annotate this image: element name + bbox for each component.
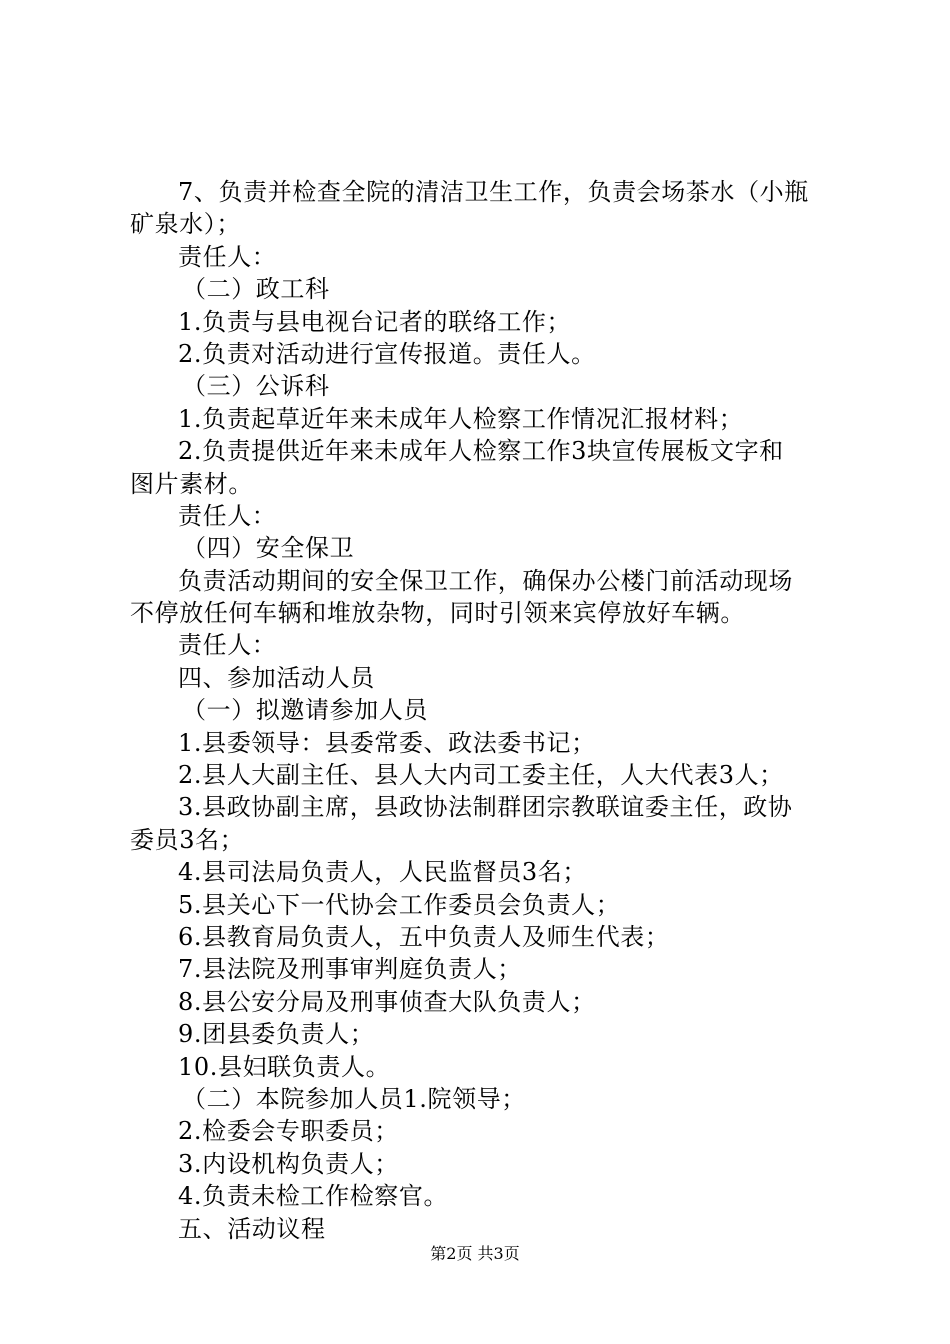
section-heading: 四、参加活动人员 xyxy=(178,663,375,692)
text-line: 2.负责提供近年来未成年人检察工作3块宣传展板文字和 xyxy=(178,437,784,466)
text-line: 3.内设机构负责人； xyxy=(178,1149,399,1178)
text-line: 负责活动期间的安全保卫工作，确保办公楼门前活动现场 xyxy=(178,566,793,595)
text-line: 9.团县委负责人； xyxy=(178,1020,375,1049)
text-line: 委员3名； xyxy=(130,825,245,854)
text-line: 10.县妇联负责人。 xyxy=(178,1052,391,1081)
section-heading: （二）本院参加人员1.院领导； xyxy=(182,1084,526,1113)
text-line: 责任人： xyxy=(178,501,277,530)
text-line: 责任人： xyxy=(178,242,277,271)
text-line: 2.检委会专职委员； xyxy=(178,1117,399,1146)
text-line: 7、负责并检查全院的清洁卫生工作，负责会场茶水（小瓶 xyxy=(178,178,809,206)
section-heading: （四）安全保卫 xyxy=(182,534,355,563)
text-line: 责任人： xyxy=(178,631,277,660)
text-line: 3.县政协副主席，县政协法制群团宗教联谊委主任，政协 xyxy=(178,793,793,822)
text-line: 矿泉水）； xyxy=(130,210,241,239)
text-line: 1.县委领导：县委常委、政法委书记； xyxy=(178,728,596,757)
section-heading: （一）拟邀请参加人员 xyxy=(182,696,428,725)
section-heading: 五、活动议程 xyxy=(178,1214,326,1243)
section-heading: （二）政工科 xyxy=(182,275,330,304)
text-line: 4.县司法局负责人，人民监督员3名； xyxy=(178,858,587,887)
text-line: 7.县法院及刑事审判庭负责人； xyxy=(178,955,522,984)
text-line: 2.负责对活动进行宣传报道。责任人。 xyxy=(178,339,596,368)
text-line: 1.负责起草近年来未成年人检察工作情况汇报材料； xyxy=(178,404,744,433)
document-body xyxy=(130,176,835,1245)
text-line: 5.县关心下一代协会工作委员会负责人； xyxy=(178,890,621,919)
page-number: 第2页 共3页 xyxy=(430,1244,520,1263)
text-line: 不停放任何车辆和堆放杂物，同时引领来宾停放好车辆。 xyxy=(130,599,745,628)
text-line: 4.负责未检工作检察官。 xyxy=(178,1182,449,1211)
text-line: 1.负责与县电视台记者的联络工作； xyxy=(178,307,572,336)
text-line: 图片素材。 xyxy=(130,469,253,498)
text-line: 6.县教育局负责人，五中负责人及师生代表； xyxy=(178,922,670,951)
text-line: 2.县人大副主任、县人大内司工委主任，人大代表3人； xyxy=(178,761,784,790)
text-line: 8.县公安分局及刑事侦查大队负责人； xyxy=(178,987,596,1016)
section-heading: （三）公诉科 xyxy=(182,372,330,401)
